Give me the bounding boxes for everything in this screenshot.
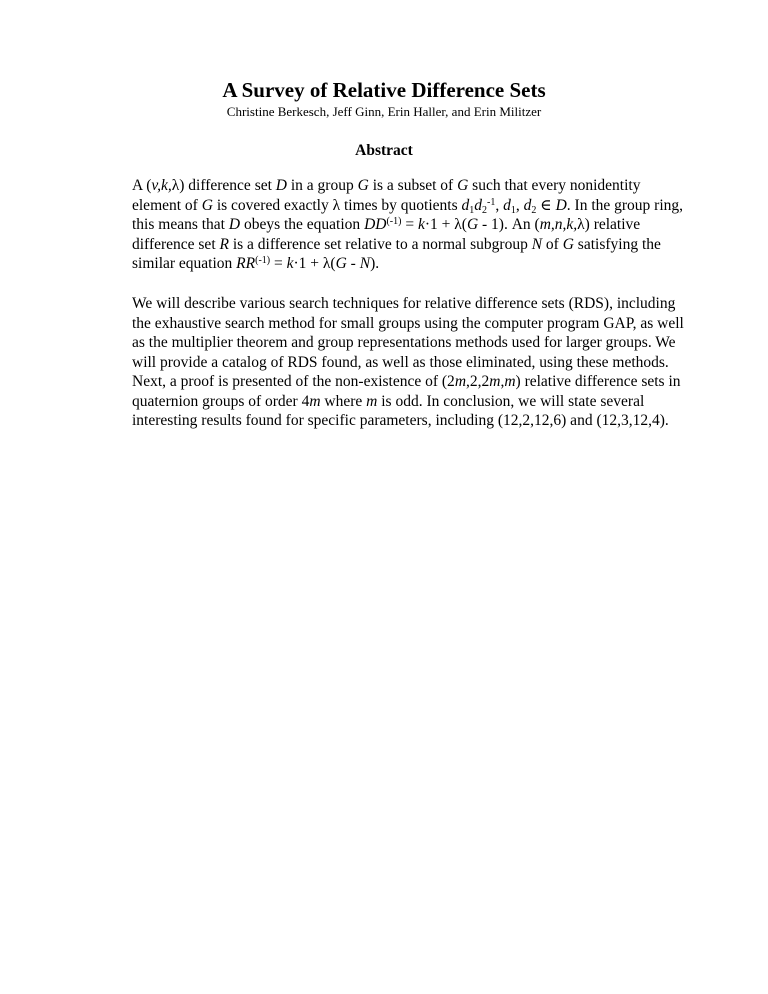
paragraph-line: difference set R is a difference set relative to a normal subgroup N of G satisfying the [132,235,661,253]
paragraph-line: element of G is covered exactly λ times by quotients $d_1d_2^{-1}$, $d_1$, $d_2$ ∈ D. In the group ring, [132,196,684,216]
paragraph-line: will provide a catalog of RDS found, as well as those eliminated, using these methods. [132,353,669,371]
paragraph-line: quaternion groups of order 4m where m is odd. In conclusion, we will state several [132,392,645,410]
document-title: A Survey of Relative Difference Sets [222,78,546,102]
paragraph-line: the exhaustive search method for small groups using the computer program GAP, as well [132,314,684,332]
paragraph-line: Next, a proof is presented of the non-existence of (2m,2,2m,m) relative difference sets in [132,373,681,390]
author-list: Christine Berkesch, Jeff Ginn, Erin Haller, and Erin Militzer [226,104,542,119]
abstract-heading: Abstract [355,142,413,159]
abstract-paragraph-2 [132,294,684,431]
paragraph-line: as the multiplier theorem and group representations methods used for larger groups. We [132,334,676,351]
abstract-paragraph-1 [132,176,684,274]
paragraph-line: this means that D obeys the equation $DD^{(-1)} = k\cdot 1 + \lambda(G - 1)$. An (m,n,k,λ) relative [132,216,641,233]
paragraph-line: similar equation $RR^{(-1)} = k\cdot 1 + \lambda(G - N)$. [132,255,380,272]
paragraph-line: We will describe various search techniques for relative difference sets (RDS), including [132,295,676,312]
paragraph-line: A (v,k,λ) difference set D in a group G is a subset of G such that every nonidentity [132,177,641,194]
paragraph-line: interesting results found for specific parameters, including (12,2,12,6) and (12,3,12,4). [132,412,669,429]
